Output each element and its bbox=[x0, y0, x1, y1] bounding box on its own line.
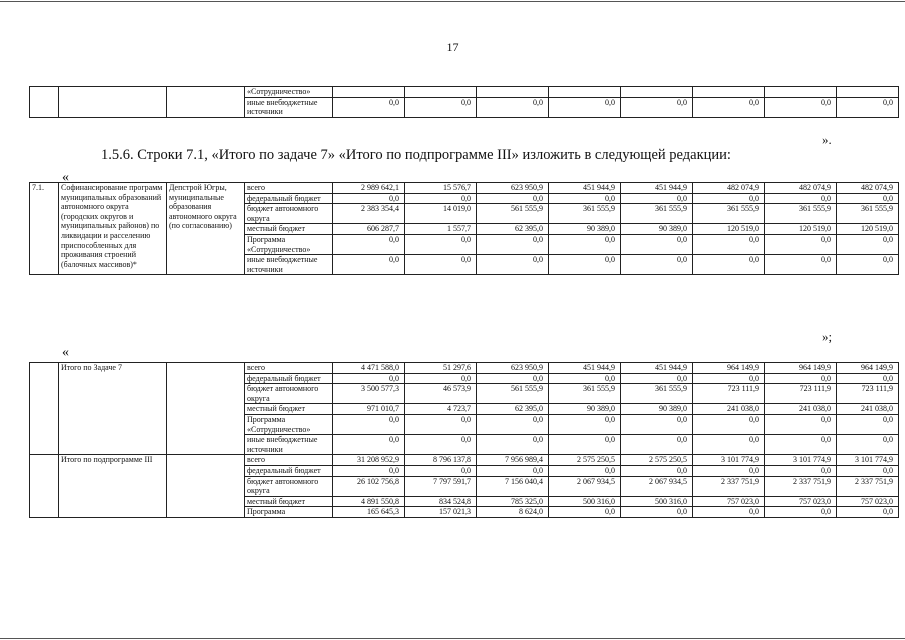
value-cell: 0,0 bbox=[765, 234, 837, 254]
value-cell: 361 555,9 bbox=[837, 204, 899, 224]
value-cell: 120 519,0 bbox=[765, 224, 837, 235]
value-cell bbox=[333, 87, 405, 98]
value-cell: 757 023,0 bbox=[837, 496, 899, 507]
opening-quote-2: « bbox=[62, 345, 69, 360]
value-cell: 241 038,0 bbox=[693, 404, 765, 415]
value-cell: 0,0 bbox=[693, 465, 765, 476]
value-cell: 0,0 bbox=[837, 507, 899, 518]
value-cell: 0,0 bbox=[765, 414, 837, 434]
value-cell: 7 156 040,4 bbox=[477, 476, 549, 496]
value-cell: 7 956 989,4 bbox=[477, 455, 549, 466]
row-number-cell bbox=[30, 363, 59, 455]
top-edge-line bbox=[0, 1, 905, 2]
funding-source-cell: федеральный бюджет bbox=[245, 465, 333, 476]
section-heading: 1.5.6. Строки 7.1, «Итого по задаче 7» «Итого по подпрограмме III» изложить в следующей редакции: bbox=[101, 147, 731, 163]
value-cell: 3 101 774,9 bbox=[765, 455, 837, 466]
value-cell: 3 101 774,9 bbox=[693, 455, 765, 466]
value-cell: 2 575 250,5 bbox=[621, 455, 693, 466]
value-cell: 0,0 bbox=[837, 193, 899, 204]
page-number: 17 bbox=[446, 40, 459, 54]
value-cell: 0,0 bbox=[837, 97, 899, 117]
value-cell: 51 297,6 bbox=[405, 363, 477, 374]
table-row bbox=[30, 455, 899, 466]
value-cell bbox=[477, 87, 549, 98]
value-cell: 451 944,9 bbox=[549, 363, 621, 374]
value-cell: 4 723,7 bbox=[405, 404, 477, 415]
value-cell: 0,0 bbox=[837, 465, 899, 476]
value-cell: 0,0 bbox=[621, 97, 693, 117]
value-cell: 0,0 bbox=[405, 414, 477, 434]
funding-source-cell: бюджет автономного округа bbox=[245, 204, 333, 224]
value-cell: 90 389,0 bbox=[621, 404, 693, 415]
table-totals bbox=[29, 362, 899, 518]
table-row bbox=[30, 183, 899, 194]
value-cell: 8 796 137,8 bbox=[405, 455, 477, 466]
value-cell: 14 019,0 bbox=[405, 204, 477, 224]
value-cell: 0,0 bbox=[333, 255, 405, 275]
value-cell: 0,0 bbox=[477, 97, 549, 117]
row-number-cell bbox=[30, 455, 59, 518]
value-cell bbox=[405, 87, 477, 98]
value-cell: 361 555,9 bbox=[549, 204, 621, 224]
row-number-cell bbox=[30, 87, 59, 118]
value-cell: 0,0 bbox=[837, 255, 899, 275]
value-cell: 0,0 bbox=[477, 255, 549, 275]
measure-name-cell: Софинансирование программ муниципальных образований автономного округа (городских округов и муниципальных районов) по ликвидации и расселению приспособленных для проживания строений (балочных массивов)* bbox=[59, 183, 167, 275]
value-cell: 62 395,0 bbox=[477, 224, 549, 235]
value-cell: 0,0 bbox=[621, 414, 693, 434]
value-cell: 0,0 bbox=[549, 193, 621, 204]
value-cell: 0,0 bbox=[405, 435, 477, 455]
table-row bbox=[30, 87, 899, 98]
value-cell: 0,0 bbox=[621, 465, 693, 476]
value-cell: 3 500 577,3 bbox=[333, 384, 405, 404]
value-cell: 4 891 550,8 bbox=[333, 496, 405, 507]
value-cell: 90 389,0 bbox=[621, 224, 693, 235]
value-cell: 361 555,9 bbox=[621, 204, 693, 224]
total-task7-label-cell: Итого по Задаче 7 bbox=[59, 363, 167, 455]
value-cell: 757 023,0 bbox=[693, 496, 765, 507]
value-cell: 0,0 bbox=[405, 373, 477, 384]
value-cell: 0,0 bbox=[405, 97, 477, 117]
value-cell: 62 395,0 bbox=[477, 404, 549, 415]
value-cell: 31 208 952,9 bbox=[333, 455, 405, 466]
funding-source-cell: бюджет автономного округа bbox=[245, 476, 333, 496]
value-cell: 0,0 bbox=[765, 193, 837, 204]
executor-cell bbox=[167, 87, 245, 118]
value-cell: 241 038,0 bbox=[837, 404, 899, 415]
funding-source-cell: всего bbox=[245, 183, 333, 194]
value-cell: 0,0 bbox=[549, 465, 621, 476]
value-cell: 0,0 bbox=[621, 193, 693, 204]
value-cell: 834 524,8 bbox=[405, 496, 477, 507]
value-cell: 964 149,9 bbox=[765, 363, 837, 374]
value-cell: 0,0 bbox=[333, 373, 405, 384]
value-cell: 0,0 bbox=[549, 373, 621, 384]
value-cell: 0,0 bbox=[549, 435, 621, 455]
value-cell: 785 325,0 bbox=[477, 496, 549, 507]
total-subprogram3-label-cell: Итого по подпрограмме III bbox=[59, 455, 167, 518]
value-cell: 2 067 934,5 bbox=[621, 476, 693, 496]
value-cell: 241 038,0 bbox=[765, 404, 837, 415]
value-cell: 2 337 751,9 bbox=[837, 476, 899, 496]
value-cell: 561 555,9 bbox=[477, 384, 549, 404]
value-cell: 482 074,9 bbox=[837, 183, 899, 194]
funding-source-cell: «Сотрудничество» bbox=[245, 87, 333, 98]
value-cell: 90 389,0 bbox=[549, 224, 621, 235]
value-cell: 0,0 bbox=[621, 507, 693, 518]
value-cell bbox=[837, 87, 899, 98]
funding-source-cell: Программа bbox=[245, 507, 333, 518]
value-cell: 0,0 bbox=[405, 234, 477, 254]
value-cell: 0,0 bbox=[477, 373, 549, 384]
value-cell: 561 555,9 bbox=[477, 204, 549, 224]
value-cell: 157 021,3 bbox=[405, 507, 477, 518]
value-cell: 26 102 756,8 bbox=[333, 476, 405, 496]
row-number-cell: 7.1. bbox=[30, 183, 59, 275]
value-cell: 0,0 bbox=[333, 97, 405, 117]
value-cell: 0,0 bbox=[477, 414, 549, 434]
value-cell: 120 519,0 bbox=[837, 224, 899, 235]
value-cell: 0,0 bbox=[693, 414, 765, 434]
table-row-7-1 bbox=[29, 182, 899, 275]
value-cell: 0,0 bbox=[765, 373, 837, 384]
value-cell: 361 555,9 bbox=[621, 384, 693, 404]
value-cell: 0,0 bbox=[765, 465, 837, 476]
value-cell: 0,0 bbox=[837, 435, 899, 455]
value-cell: 0,0 bbox=[333, 435, 405, 455]
value-cell: 361 555,9 bbox=[549, 384, 621, 404]
value-cell: 451 944,9 bbox=[621, 363, 693, 374]
value-cell: 964 149,9 bbox=[837, 363, 899, 374]
bottom-edge-line bbox=[0, 638, 905, 639]
value-cell: 0,0 bbox=[693, 435, 765, 455]
value-cell: 0,0 bbox=[837, 414, 899, 434]
value-cell: 0,0 bbox=[693, 193, 765, 204]
value-cell: 0,0 bbox=[477, 234, 549, 254]
value-cell: 0,0 bbox=[765, 435, 837, 455]
table-top-fragment bbox=[29, 86, 899, 118]
value-cell: 723 111,9 bbox=[837, 384, 899, 404]
funding-source-cell: федеральный бюджет bbox=[245, 193, 333, 204]
value-cell: 0,0 bbox=[549, 255, 621, 275]
value-cell: 0,0 bbox=[837, 373, 899, 384]
value-cell: 2 383 354,4 bbox=[333, 204, 405, 224]
value-cell: 0,0 bbox=[837, 234, 899, 254]
value-cell: 2 337 751,9 bbox=[765, 476, 837, 496]
measure-name-cell bbox=[59, 87, 167, 118]
value-cell: 361 555,9 bbox=[693, 204, 765, 224]
funding-source-cell: иные внебюджетные источники bbox=[245, 435, 333, 455]
opening-quote-1: « bbox=[62, 170, 69, 185]
value-cell: 0,0 bbox=[333, 234, 405, 254]
value-cell: 0,0 bbox=[333, 465, 405, 476]
value-cell: 1 557,7 bbox=[405, 224, 477, 235]
value-cell: 0,0 bbox=[405, 193, 477, 204]
value-cell: 0,0 bbox=[621, 255, 693, 275]
funding-source-cell: местный бюджет bbox=[245, 496, 333, 507]
value-cell: 500 316,0 bbox=[621, 496, 693, 507]
funding-source-cell: Программа «Сотрудничество» bbox=[245, 234, 333, 254]
value-cell: 0,0 bbox=[693, 373, 765, 384]
closing-quote-2: »; bbox=[822, 329, 833, 344]
value-cell: 8 624,0 bbox=[477, 507, 549, 518]
value-cell: 361 555,9 bbox=[765, 204, 837, 224]
value-cell: 757 023,0 bbox=[765, 496, 837, 507]
value-cell: 482 074,9 bbox=[693, 183, 765, 194]
funding-source-cell: Программа «Сотрудничество» bbox=[245, 414, 333, 434]
funding-source-cell: иные внебюджетные источники bbox=[245, 255, 333, 275]
executor-cell: Депстрой Югры, муниципальные образования автономного округа (по согласованию) bbox=[167, 183, 245, 275]
value-cell bbox=[549, 87, 621, 98]
value-cell: 0,0 bbox=[333, 414, 405, 434]
funding-source-cell: всего bbox=[245, 455, 333, 466]
value-cell: 0,0 bbox=[477, 465, 549, 476]
value-cell: 0,0 bbox=[765, 255, 837, 275]
executor-cell bbox=[167, 363, 245, 455]
value-cell: 0,0 bbox=[405, 255, 477, 275]
value-cell: 15 576,7 bbox=[405, 183, 477, 194]
funding-source-cell: бюджет автономного округа bbox=[245, 384, 333, 404]
value-cell: 482 074,9 bbox=[765, 183, 837, 194]
value-cell: 623 950,9 bbox=[477, 183, 549, 194]
value-cell: 0,0 bbox=[621, 373, 693, 384]
table-row bbox=[30, 363, 899, 374]
value-cell: 0,0 bbox=[693, 97, 765, 117]
value-cell: 0,0 bbox=[693, 507, 765, 518]
value-cell: 0,0 bbox=[693, 234, 765, 254]
funding-source-cell: местный бюджет bbox=[245, 404, 333, 415]
value-cell: 0,0 bbox=[549, 414, 621, 434]
value-cell: 0,0 bbox=[405, 465, 477, 476]
funding-source-cell: иные внебюджетные источники bbox=[245, 97, 333, 117]
value-cell bbox=[693, 87, 765, 98]
value-cell: 0,0 bbox=[549, 97, 621, 117]
closing-quote-1: ». bbox=[822, 132, 832, 147]
value-cell: 4 471 588,0 bbox=[333, 363, 405, 374]
value-cell: 623 950,9 bbox=[477, 363, 549, 374]
value-cell: 0,0 bbox=[621, 435, 693, 455]
value-cell: 0,0 bbox=[765, 507, 837, 518]
value-cell: 606 287,7 bbox=[333, 224, 405, 235]
value-cell: 120 519,0 bbox=[693, 224, 765, 235]
value-cell: 0,0 bbox=[765, 97, 837, 117]
value-cell bbox=[765, 87, 837, 98]
value-cell: 0,0 bbox=[477, 193, 549, 204]
funding-source-cell: местный бюджет bbox=[245, 224, 333, 235]
value-cell: 0,0 bbox=[333, 193, 405, 204]
value-cell bbox=[621, 87, 693, 98]
value-cell: 0,0 bbox=[549, 507, 621, 518]
value-cell: 0,0 bbox=[693, 255, 765, 275]
executor-cell bbox=[167, 455, 245, 518]
funding-source-cell: всего bbox=[245, 363, 333, 374]
value-cell: 971 010,7 bbox=[333, 404, 405, 415]
value-cell: 500 316,0 bbox=[549, 496, 621, 507]
value-cell: 0,0 bbox=[621, 234, 693, 254]
value-cell: 46 573,9 bbox=[405, 384, 477, 404]
value-cell: 3 101 774,9 bbox=[837, 455, 899, 466]
value-cell: 2 337 751,9 bbox=[693, 476, 765, 496]
value-cell: 0,0 bbox=[549, 234, 621, 254]
value-cell: 90 389,0 bbox=[549, 404, 621, 415]
value-cell: 0,0 bbox=[477, 435, 549, 455]
value-cell: 451 944,9 bbox=[549, 183, 621, 194]
funding-source-cell: федеральный бюджет bbox=[245, 373, 333, 384]
value-cell: 2 575 250,5 bbox=[549, 455, 621, 466]
value-cell: 2 067 934,5 bbox=[549, 476, 621, 496]
value-cell: 451 944,9 bbox=[621, 183, 693, 194]
value-cell: 7 797 591,7 bbox=[405, 476, 477, 496]
value-cell: 165 645,3 bbox=[333, 507, 405, 518]
value-cell: 964 149,9 bbox=[693, 363, 765, 374]
value-cell: 2 989 642,1 bbox=[333, 183, 405, 194]
value-cell: 723 111,9 bbox=[693, 384, 765, 404]
value-cell: 723 111,9 bbox=[765, 384, 837, 404]
